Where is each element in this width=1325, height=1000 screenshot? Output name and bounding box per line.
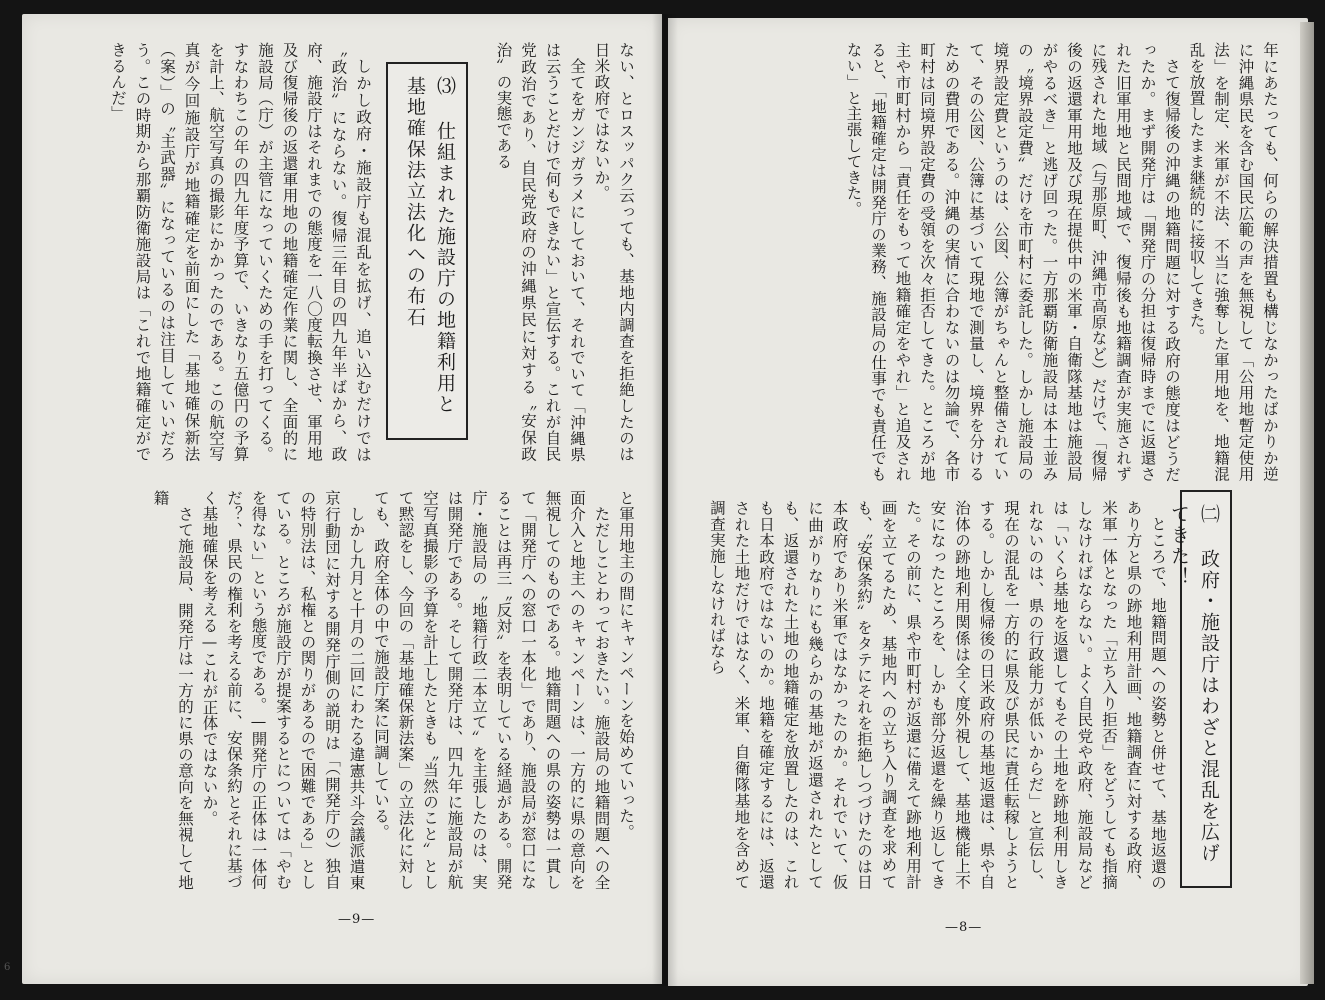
page-number: —9— [338, 912, 376, 927]
right-page-top-text [712, 42, 1282, 482]
paragraph: しかし政府・施設庁も混乱を拡げ、追い込むだけでは〝政治〟にならない。復帰三年目の四九年半ばから、政府、施設庁はそれまでの態度を一八〇度転換させ、軍用地及び復帰後の返還軍用地の地籍確定作業に関し、全面的に施設局（庁）が主管になっていくための手を打ってくる。すなわちこの年の四九年度予算で、いきなり五億円の予算を計上、航空写真の撮影にかかったのである。この航空写真が今回施設庁が地籍確定を前面にした「基地確保新法（案）」の〝主武器〟になっているのは注目していいだろう。この時期から那覇防衛施設局は「これで地籍確定ができるんだ」 [109, 42, 372, 462]
heading-line: ㈡ 政府・施設庁はわざと混乱を広げてきた！ [1168, 504, 1220, 864]
paragraph: ない、とロスッパク云っても、基地内調査を拒絶したのは日米政府ではないか。 [592, 42, 635, 462]
paragraph: 年にあたっても、何らの解決措置も構じなかったばかりか逆に沖縄県民を含む国民広範の声を無視して「公用地暫定使用法」を制定、米軍が不法、不当に強奪した軍用地を、地籍混乱を放置したまま継続的に接収してきた。 [1187, 42, 1279, 482]
heading-line: 基地確保法立法化への布石 [404, 76, 426, 328]
right-page-bottom-text [702, 500, 1170, 890]
section-heading-2 [1168, 490, 1232, 888]
page-edge [1300, 22, 1314, 984]
left-page-bottom-text [98, 490, 638, 890]
paragraph: さて復帰後の沖縄の地籍問題に対する政府の態度はどうだったか。まず開発庁は「開発庁の分担は復帰時までに返還された旧軍用地と民間地域で、復帰後も地籍調査が実施されずに残された地域（与那原町、沖縄市高原など）だけで、「復帰後の返還軍用地及び現在提供中の米軍・自衛隊基地は施設局がやるべき」と逃げ回った。一方那覇防衛施設局は本土並みの〝境界設定費〟だけを市町村に委託した。しかし施設局の境界設定費というのは、公図、公簿がちゃんと整備されていて、その公図、公簿に基づいて現地で測量し、境界を分けるための費用である。沖縄の実情に合わないのは勿論で、各市町村は同境界設定費の受領を次々拒否してきた。ところが地主や市町村から「責任をもって地籍確定をやれ」と追及されると、「地籍確定は開発庁の業務、施設局の仕事でも責任でもない」と主張してきた。 [844, 42, 1181, 482]
paragraph: さて施設局、開発庁は一方的に県の意向を無視して地籍 [151, 490, 194, 890]
corner-mark: 6 [4, 962, 11, 973]
paragraph: 全てをガンジガラメにしておいて、それでいて「沖縄県は云うことだけで何もできない」と宣伝する。これが自民党政治であり、自民党政府の沖縄県民に対する〝安保政治〟の実態である [494, 42, 586, 462]
left-page-top-text-right [478, 42, 638, 462]
left-page-top-text-left [100, 42, 375, 462]
paragraph: ところで、地籍問題への姿勢と併せて、基地返還のあり方と県の跡地利用計画、地籍調査に対する政府、米軍一体となった「立ち入り拒否」をどうしても指摘しなければならない。よく自民党や政府、施設局などは「いくら基地を返還してもその土地を跡地利用しきれないのは、県の行政能力が低いからだ」と宣伝し、現在の混乱を一方的に県及び県民に責任転稼しようとする。しかし復帰後の日米政府の基地返還は、県や自治体の跡地利用関係は全く度外視して、基地機能上不安になったところを、しかも部分返還を繰り返してきた。その前に、県や市町村が返還に備えて跡地利用計画を立てるため、基地内への立ち入り調査を求めても、〝安保条約〟をタテにそれを拒絶しつづけたのは日本政府であり米軍ではなかったのか。それでいて、仮に曲がりなりにも幾らかの基地が返還されたとしても、返還された土地の地籍確定を放置したのは、これも日本政府ではないのか。地籍を確定するには、返還された土地だけではなく、米軍、自衛隊基地を含めて調査実施しなければなら [708, 500, 1167, 890]
paragraph: ただしことわっておきたい。施設局の地籍問題への全面介入と地主へのキャンペーンは、一方的に県の意向を無視してのものである。地籍問題への県の姿勢は一貫して「開発庁への窓口一本化」であり、施設局が窓口になることは再三〝反対〟を表明している経過がある。開発庁・施設局の〝地籍行政二本立て〟を主張したのは、実は開発庁である。そして開発庁は、四九年に施設局が航空写真撮影の予算を計上したときも〝当然のこと〟として黙認をし、今回の「基地確保新法案」の立法化に対しても、政府全体の中で施設庁案に同調している。 [372, 490, 611, 890]
paragraph: と軍用地主の間にキャンペーンを始めていった。 [617, 490, 635, 840]
paragraph: しかし九月と十月の二回にわたる違憲共斗会議派遣東京行動団に対する開発庁側の説明は「（開発庁の）独自の特別法は、私権との関りがあるので困難である」としている。ところが施設庁が提案するとについては「やむを得ない」という態度である。—開発庁の正体は一体何だ？、県民の権利を考える前に、安保条約とそれに基づく基地確保を考える—これが正体ではないか。 [200, 490, 366, 890]
page-number: —8— [945, 920, 983, 935]
section-heading-3 [386, 62, 468, 440]
heading-line: ⑶ 仕組まれた施設庁の地籍利用と [434, 76, 456, 415]
